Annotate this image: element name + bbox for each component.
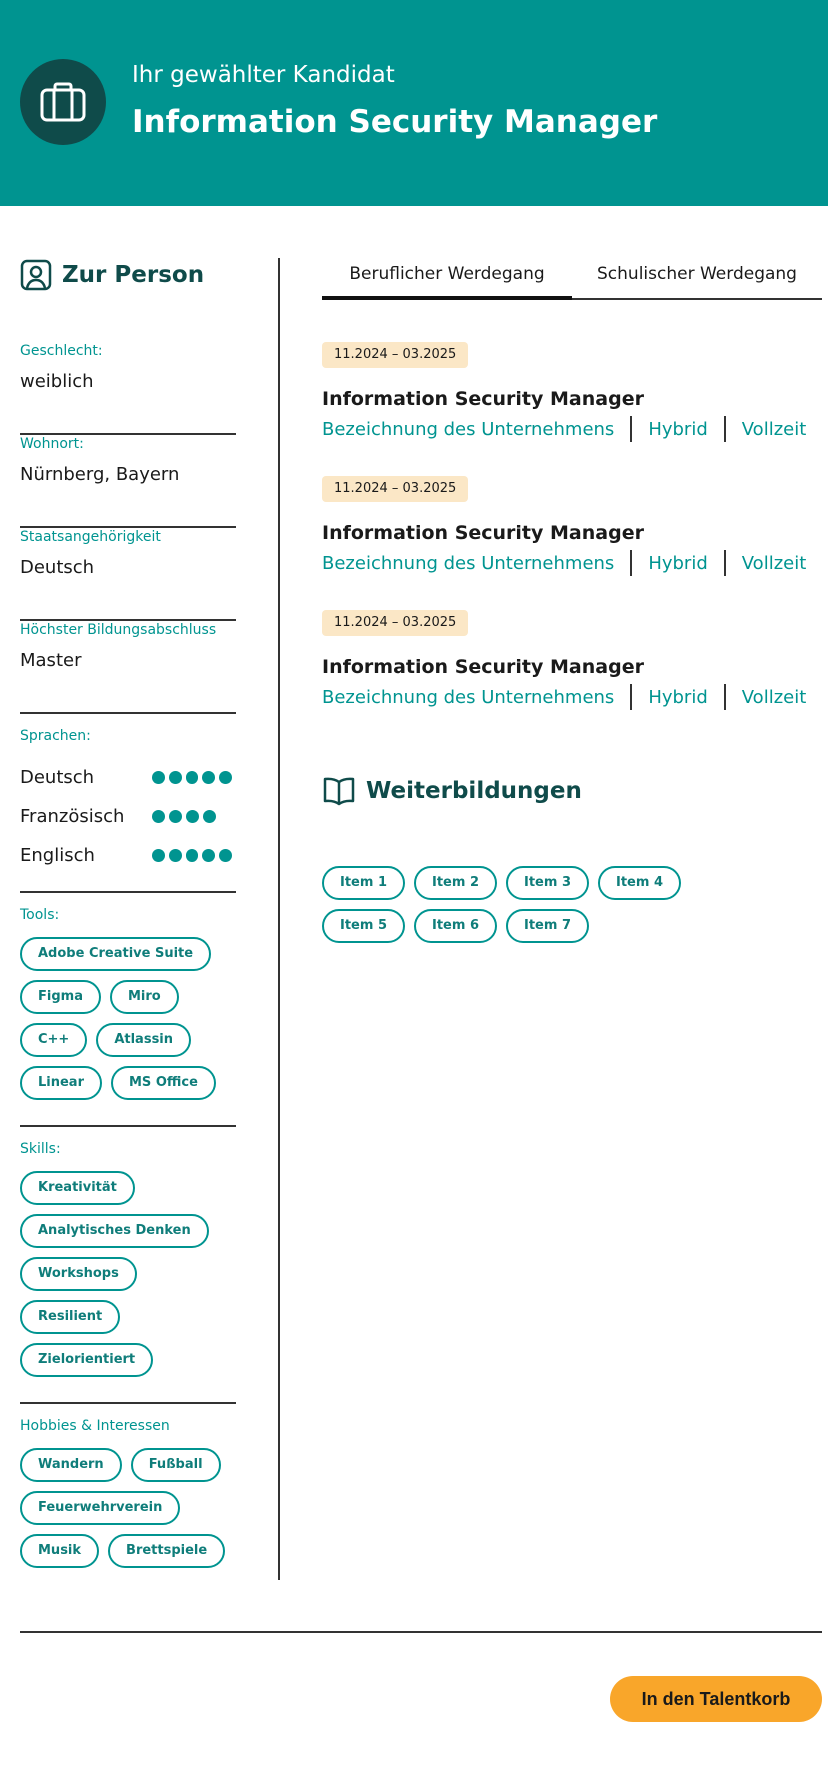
level-dot [186, 810, 199, 823]
training-heading [322, 776, 822, 806]
languages-section [20, 714, 236, 893]
training-chip[interactable]: Item 1 [322, 866, 405, 900]
field-gender [20, 342, 236, 435]
tool-chip[interactable]: Figma [20, 980, 101, 1014]
tool-chip[interactable]: Atlassin [96, 1023, 191, 1057]
training-chip[interactable]: Item 6 [414, 909, 497, 943]
field-value: Master [20, 650, 82, 671]
languages-label: Sprachen: [20, 728, 91, 744]
hobby-chip[interactable]: Musik [20, 1534, 99, 1568]
job-title: Information Security Manager [322, 522, 644, 544]
level-dot [202, 849, 215, 862]
add-to-talent-pool-button[interactable]: In den Talentkorb [610, 1676, 822, 1722]
level-dot [202, 771, 215, 784]
field-degree [20, 621, 236, 714]
field-residence [20, 435, 236, 528]
job-title: Information Security Manager [322, 656, 644, 678]
language-row [20, 797, 236, 836]
hobby-chip[interactable]: Feuerwehrverein [20, 1491, 180, 1525]
job-company: Bezeichnung des Unternehmens [322, 418, 615, 440]
column-divider [278, 258, 280, 1580]
header-title: Information Security Manager [132, 104, 658, 140]
briefcase-badge [20, 59, 106, 145]
languages-list [20, 758, 236, 875]
tool-chip[interactable]: C++ [20, 1023, 87, 1057]
level-dot [152, 771, 165, 784]
tool-chip[interactable]: Miro [110, 980, 179, 1014]
tools-label: Tools: [20, 907, 60, 923]
level-dot [169, 810, 182, 823]
tab-education[interactable]: Schulischer Werdegang [597, 264, 797, 284]
job-entry [322, 342, 822, 476]
training-title: Weiterbildungen [366, 778, 582, 804]
level-dot [186, 771, 199, 784]
meta-separator [630, 416, 632, 442]
main-content [322, 258, 822, 952]
tool-chip[interactable]: Adobe Creative Suite [20, 937, 211, 971]
field-value: weiblich [20, 371, 94, 392]
job-meta [322, 684, 822, 710]
job-date-badge: 11.2024 – 03.2025 [322, 342, 468, 368]
hobbies-chips [20, 1448, 246, 1577]
person-title: Zur Person [62, 262, 205, 288]
briefcase-icon [39, 81, 87, 123]
job-title: Information Security Manager [322, 388, 644, 410]
training-chip[interactable]: Item 2 [414, 866, 497, 900]
job-meta [322, 550, 822, 576]
meta-separator [630, 684, 632, 710]
skill-chip[interactable]: Zielorientiert [20, 1343, 153, 1377]
tool-chip[interactable]: MS Office [111, 1066, 216, 1100]
job-entry [322, 610, 822, 744]
hobby-chip[interactable]: Fußball [131, 1448, 221, 1482]
language-row [20, 758, 236, 797]
field-value: Deutsch [20, 557, 95, 578]
footer-divider [20, 1631, 822, 1633]
training-chip[interactable]: Item 3 [506, 866, 589, 900]
person-sidebar [20, 258, 236, 1593]
job-mode: Hybrid [648, 418, 708, 440]
training-chip[interactable]: Item 5 [322, 909, 405, 943]
tool-chip[interactable]: Linear [20, 1066, 102, 1100]
hobbies-section [20, 1404, 236, 1593]
job-mode: Hybrid [648, 552, 708, 574]
job-type: Vollzeit [741, 418, 807, 440]
training-chips [322, 866, 762, 952]
skills-section [20, 1127, 236, 1404]
job-meta [322, 416, 822, 442]
meta-separator [724, 550, 726, 576]
person-heading [20, 258, 236, 292]
language-level-dots [152, 771, 236, 784]
hobbies-label: Hobbies & Interessen [20, 1418, 170, 1434]
level-dot [152, 849, 165, 862]
level-dot [169, 849, 182, 862]
level-dot [203, 810, 216, 823]
skills-label: Skills: [20, 1141, 61, 1157]
training-chip[interactable]: Item 4 [598, 866, 681, 900]
tools-section [20, 893, 236, 1127]
hobby-chip[interactable]: Wandern [20, 1448, 122, 1482]
field-value: Nürnberg, Bayern [20, 464, 180, 485]
tab-professional[interactable]: Beruflicher Werdegang [322, 258, 572, 300]
skill-chip[interactable]: Analytisches Denken [20, 1214, 209, 1248]
header [0, 0, 828, 206]
career-tabs [322, 258, 822, 300]
meta-separator [724, 416, 726, 442]
field-label: Geschlecht: [20, 343, 103, 359]
skills-chips [20, 1171, 246, 1386]
training-chip[interactable]: Item 7 [506, 909, 589, 943]
person-fields [20, 342, 236, 714]
language-name: Englisch [20, 845, 95, 866]
language-row [20, 836, 236, 875]
header-subtitle: Ihr gewählter Kandidat [132, 62, 395, 88]
level-dot [152, 810, 165, 823]
level-dot [219, 849, 232, 862]
job-date-badge: 11.2024 – 03.2025 [322, 476, 468, 502]
open-book-icon [322, 776, 356, 806]
field-nationality [20, 528, 236, 621]
job-mode: Hybrid [648, 686, 708, 708]
meta-separator [724, 684, 726, 710]
job-entry [322, 476, 822, 610]
language-level-dots [152, 810, 236, 823]
skill-chip[interactable]: Workshops [20, 1257, 137, 1291]
job-list [322, 342, 822, 744]
level-dot [219, 771, 232, 784]
job-type: Vollzeit [741, 686, 807, 708]
language-name: Deutsch [20, 767, 95, 788]
job-date-badge: 11.2024 – 03.2025 [322, 610, 468, 636]
field-label: Höchster Bildungsabschluss [20, 622, 217, 638]
job-company: Bezeichnung des Unternehmens [322, 686, 615, 708]
skill-chip[interactable]: Kreativität [20, 1171, 135, 1205]
skill-chip[interactable]: Resilient [20, 1300, 120, 1334]
hobby-chip[interactable]: Brettspiele [108, 1534, 225, 1568]
job-type: Vollzeit [741, 552, 807, 574]
language-name: Französisch [20, 806, 125, 827]
user-portrait-icon [20, 259, 52, 291]
field-label: Staatsangehörigkeit [20, 529, 161, 545]
job-company: Bezeichnung des Unternehmens [322, 552, 615, 574]
field-label: Wohnort: [20, 436, 84, 452]
meta-separator [630, 550, 632, 576]
level-dot [186, 849, 199, 862]
tools-chips [20, 937, 246, 1109]
level-dot [169, 771, 182, 784]
language-level-dots [152, 849, 236, 862]
